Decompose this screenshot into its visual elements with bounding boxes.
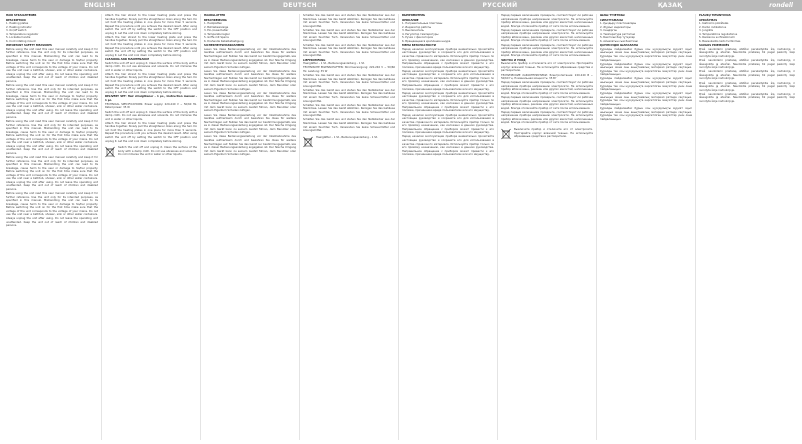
section-title: SICHERHEITSMASSNAHMEN [204, 44, 245, 48]
body-text: Before using the unit read this user manual carefully and keep it for further reference. Use the unit only for its intended purposes, as specified in this manual. Mishandling the unit can lead to its breakage, cause harm to the user or damage to his/her property. Before switching the unit on for the first time make sure that the voltage of the unit corresponds to the voltage of your mains. Do not use the unit near a bathtub, shower, sink or other water containers. Always unplug the unit after using. Do not leave the operating unit unattended. Keep the unit out of reach of children and disabled persons. [6, 83, 98, 119]
tab-english: ENGLISH [84, 2, 116, 9]
list-item: 6. Вращающееся крепление шнура [402, 39, 451, 43]
column-divider [299, 14, 300, 440]
column-7 [600, 14, 692, 440]
list-item: 3. On/off switch [6, 29, 27, 33]
body-text: Выключите прибор и отключите его от электросети. Протирайте корпус влажной тканью. Не используйте абразивные средства и растворители. [501, 62, 593, 73]
body-text: Перед первым включением проверьте, соответствует ли рабочее напряжение прибора напряжению электросети. Не используйте прибор вблизи ванн, раковин или других емкостей, наполненных водой. Всегда отключайте прибор от сети после использования. [501, 28, 593, 43]
column-divider [695, 14, 696, 440]
list-item: 3. Сөндіргіш [600, 29, 618, 33]
list-item: 5. Rankenos su fiksatoriumi [699, 36, 735, 40]
list-item: 5. Ручки с фиксатором [402, 36, 434, 40]
column-heading: HAARGLÄTTER [204, 14, 226, 17]
list-item: 6. Besisukantis laido tvirtinimas [699, 39, 741, 43]
list-item: 1. Heizplatten [204, 22, 223, 26]
technical-specs: ТЕХНИЧЕСКИЕ ХАРАКТЕРИСТИКИ: Электропитание: 220-240 В ~ 50/60 Гц. Номинальная мощность: 35 Вт [501, 73, 593, 81]
body-text: Перед первым включением проверьте, соответствует ли рабочее напряжение прибора напряжению электросети. Не используйте прибор вблизи ванн, раковин или других емкостей, наполненных водой. Всегда отключайте прибор от сети после использования. [501, 96, 593, 110]
body-text: Schalten Sie das Gerät aus und ziehen Sie den Netzstecker aus der Steckdose. Lassen Sie das Gerät abkühlen. Reinigen Sie das Gehäuse mit einem feuchten Tuch. Verwenden Sie keine Scheuermittel und Lösungsmittel. [303, 88, 395, 103]
column-3 [204, 14, 296, 440]
column-divider [200, 14, 201, 440]
body-text: Prieš naudodami prietaisą atidžiai perskaitykite šią instrukciją ir išsaugokite ją ateičiai. Naudokite prietaisą tik pagal paskirtį, kaip nurodyta šioje instrukcijoje. [699, 59, 795, 70]
crossed-bin-icon [303, 136, 313, 148]
section-title: APRAŠYMAS [699, 18, 718, 22]
tab-kazakh: ҚАЗАҚ [657, 2, 683, 9]
body-text: Құралды пайдаланбас бұрын осы нұсқаулықты мұқият оқып шығыңыз және оны анықтамалық материал ретінде сақтаңыз. Құралды тек осы нұсқаулықта көрсетілген мақсаттар үшін ғана пайдаланыңыз. [600, 107, 692, 121]
section-title: CLEANING AND MAINTENANCE [105, 58, 150, 62]
list-item: 1. Kaitinimo plokštelės [699, 22, 729, 26]
body-text: Перед началом эксплуатации прибора внимательно прочитайте настоящее руководство и сохраните его для использования в качестве справочного материала. Используйте прибор только по его прямому назначению, как изложено в данном руководстве. Неправильное обращение с прибором может привести к его поломке, причинению вреда пользователю или его имуществу. [402, 69, 494, 91]
section-title: ЧИСТКА И УХОД [501, 58, 526, 62]
body-text: Перед первым включением проверьте, соответствует ли рабочее напряжение прибора напряжению электросети. Не используйте прибор вблизи ванн, раковин или других емкостей, наполненных водой. Всегда отключайте прибор от сети после использования. [501, 81, 593, 95]
list-item: 3. Jungiklis [699, 29, 714, 33]
column-heading: ВЫПРЯМИТЕЛЬ [402, 14, 426, 17]
section-title: BESCHREIBUNG [204, 18, 227, 22]
list-item: 2. Жұмыс индикаторы [600, 25, 631, 29]
column-6 [501, 14, 593, 440]
column-heading: PLAUKŲ TIESINTUVAS [699, 14, 731, 17]
crossed-bin-icon [501, 128, 511, 140]
list-item: 4. Температура реттегіші [600, 32, 636, 36]
column-heading: HAIR STRAIGHTENER [6, 14, 37, 17]
list-item: 1. Нагревательные пластины [402, 22, 443, 26]
body-text: Schalten Sie das Gerät aus und ziehen Sie den Netzstecker aus der Steckdose. Lassen Sie das Gerät abkühlen. Reinigen Sie das Gehäuse mit einem feuchten Tuch. Verwenden Sie keine Scheuermittel und Lösungsmittel. [303, 118, 395, 133]
list-item: 3. Выключатель [402, 29, 424, 33]
list-item: 2. Heating indicator [6, 25, 32, 29]
technical-specs: TECHNICAL SPECIFICATIONS: Power supply: 220-240 V ~ 50/60 Hz. Rated power: 35 W [105, 102, 197, 110]
list-item: 5. Griffe mit Sperre [204, 36, 229, 40]
brand-logo: rondell [769, 2, 793, 9]
list-item: 1. Қыздыру пластиналары [600, 22, 637, 26]
column-8 [699, 14, 795, 440]
recycling-notice [105, 146, 197, 158]
body-text: Before using the unit read this user manual carefully and keep it for further reference. Use the unit only for its intended purposes, as specified in this manual. Mishandling the unit can lead to its breakage, cause harm to the user or damage to his/her property. Before switching the unit on for the first time make sure that the voltage of the unit corresponds to the voltage of your mains. Do not use the unit near a bathtub, shower, sink or other water containers. Always unplug the unit after using. Do not leave the operating unit unattended. Keep the unit out of reach of children and disabled persons. [6, 47, 98, 83]
body-text: Перед первым включением проверьте, соответствует ли рабочее напряжение прибора напряжению электросети. Не используйте прибор вблизи ванн, раковин или других емкостей, наполненных водой. Всегда отключайте прибор от сети после использования. [501, 110, 593, 125]
body-text: Before using the unit read this user manual carefully and keep it for further reference. Use the unit only for its intended purposes, as specified in this manual. Mishandling the unit can lead to its breakage, cause harm to the user or damage to his/her property. Before switching the unit on for the first time make sure that the voltage of the unit corresponds to the voltage of your mains. Do not use the unit near a bathtub, shower, sink or other water containers. Always unplug the unit after using. Do not leave the operating unit unattended. Keep the unit out of reach of children and disabled persons. [6, 120, 98, 155]
body-text: Schalten Sie das Gerät aus und ziehen Sie den Netzstecker aus der Steckdose. Lassen Sie das Gerät abkühlen. Reinigen Sie das Gehäuse mit einem feuchten Tuch. Verwenden Sie keine Scheuermittel und Lösungsmittel. [303, 43, 395, 58]
recycling-notice [303, 136, 395, 148]
tab-deutsch: DEUTSCH [283, 2, 317, 9]
body-text: Құралды пайдаланбас бұрын осы нұсқаулықты мұқият оқып шығыңыз және оны анықтамалық материал ретінде сақтаңыз. Құралды тек осы нұсқаулықта көрсетілген мақсаттар үшін ғана пайдаланыңыз. [600, 47, 692, 62]
body-text: Перед началом эксплуатации прибора внимательно прочитайте настоящее руководство и сохраните его для использования в качестве справочного материала. Используйте прибор только по его прямому назначению, как изложено в данном руководстве. Неправильное обращение с прибором может привести к его поломке, причинению вреда пользователю или его имуществу. [402, 135, 494, 157]
body-text: Құралды пайдаланбас бұрын осы нұсқаулықты мұқият оқып шығыңыз және оны анықтамалық материал ретінде сақтаңыз. Құралды тек осы нұсқаулықта көрсетілген мақсаттар үшін ғана пайдаланыңыз. [600, 62, 692, 77]
body-text: Prieš naudodami prietaisą atidžiai perskaitykite šią instrukciją ir išsaugokite ją ateičiai. Naudokite prietaisą tik pagal paskirtį, kaip nurodyta šioje instrukcijoje. [699, 47, 795, 59]
list-item: 4. Temperatūros reguliatorius [699, 32, 738, 36]
body-text: Haarglätter – 1 St., Bedienungsanleitung – 1 St. [316, 135, 378, 139]
list-item: 5. Lockable handle [6, 36, 31, 40]
body-text: Lesen Sie diese Bedienungsanleitung vor der Inbetriebnahme des Gerätes aufmerksam durch und bewahren Sie diese für weitere Nachschlagen auf. Nutzen Sie das Gerät nur bestimmungsgemäß, wie es in dieser Bedienungsanleitung angegeben ist. Der falsche Umgang mit dem Gerät kann zu seinem Ausfall führen, dem Benutzer oder seinem Eigentum Schaden zufügen. [204, 113, 296, 135]
body-text: Құралды пайдаланбас бұрын осы нұсқаулықты мұқият оқып шығыңыз және оны анықтамалық материал ретінде сақтаңыз. Құралды тек осы нұсқаулықта көрсетілген мақсаттар үшін ғана пайдаланыңыз. [600, 77, 692, 92]
list-item: 2. Betriebsanzeige [204, 25, 229, 29]
body-text: Перед началом эксплуатации прибора внимательно прочитайте настоящее руководство и сохраните его для использования в качестве справочного материала. Используйте прибор только по его прямому назначению, как изложено в данном руководстве. Неправильное обращение с прибором может привести к его поломке, причинению вреда пользователю или его имуществу. [402, 91, 494, 113]
column-1 [6, 14, 98, 440]
list-item: 2. Darbo indikatorius [699, 25, 727, 29]
body-text: Before using the unit read this user manual carefully and keep it for further reference. Use the unit only for its intended purposes, as specified in this manual. Mishandling the unit can lead to its breakage, cause harm to the user or damage to his/her property. Before switching the unit on for the first time make sure that the voltage of the unit corresponds to the voltage of your mains. Do not use the unit near a bathtub, shower, sink or other water containers. Always unplug the unit after using. Do not leave the operating unit unattended. Keep the unit out of reach of children and disabled persons. [6, 192, 98, 228]
delivery-set: DELIVERY SET: Hair straightener – 1 pc., Instruction manual – 1 pc. [105, 95, 197, 102]
section-title: DESCRIPTION [6, 18, 26, 22]
body-text: Lesen Sie diese Bedienungsanleitung vor der Inbetriebnahme des Gerätes aufmerksam durch und bewahren Sie diese für weitere Nachschlagen auf. Nutzen Sie das Gerät nur bestimmungsgemäß, wie es in dieser Bedienungsanleitung angegeben ist. Der falsche Umgang mit dem Gerät kann zu seinem Ausfall führen, dem Benutzer oder seinem Eigentum Schaden zufügen. [204, 47, 296, 69]
column-divider [497, 14, 498, 440]
column-divider [398, 14, 399, 440]
section-title: ОПИСАНИЕ [402, 18, 419, 22]
body-text: Перед началом эксплуатации прибора внимательно прочитайте настоящее руководство и сохраните его для использования в качестве справочного материала. Используйте прибор только по его прямому назначению, как изложено в данном руководстве. Неправильное обращение с прибором может привести к его поломке, причинению вреда пользователю или его имуществу. [402, 113, 494, 135]
body-text: Schalten Sie das Gerät aus und ziehen Sie den Netzstecker aus der Steckdose. Lassen Sie das Gerät abkühlen. Reinigen Sie das Gehäuse mit einem feuchten Tuch. Verwenden Sie keine Scheuermittel und Lösungsmittel. [303, 14, 395, 28]
list-item: 2. Индикатор работы [402, 25, 432, 29]
body-text: Schalten Sie das Gerät aus und ziehen Sie den Netzstecker aus der Steckdose. Lassen Sie das Gerät abkühlen. Reinigen Sie das Gehäuse mit einem feuchten Tuch. Verwenden Sie keine Scheuermittel und Lösungsmittel. [303, 28, 395, 43]
list-item: 6. Айналатын сым бекіткіші [600, 39, 639, 43]
section-title: IMPORTANT SAFETY MEASURES [6, 44, 52, 48]
column-divider [596, 14, 597, 440]
section-title: SAUGOS PRIEMONĖS [699, 44, 730, 48]
body-text: Құралды пайдаланбас бұрын осы нұсқаулықты мұқият оқып шығыңыз және оны анықтамалық материал ретінде сақтаңыз. Құралды тек осы нұсқаулықта көрсетілген мақсаттар үшін ғана пайдаланыңыз. [600, 92, 692, 106]
recycling-notice [501, 128, 593, 140]
column-2 [105, 14, 197, 440]
body-text: Перед первым включением проверьте, соответствует ли рабочее напряжение прибора напряжению электросети. Не используйте прибор вблизи ванн, раковин или других емкостей, наполненных водой. Всегда отключайте прибор от сети после использования. [501, 14, 593, 28]
body-text: Attach the hair strand to the lower heating plate and press the handles together. Slowly pull the straightener down along the hair. Do not hold the heating plates in one place for more than 5 seconds. Repeat the procedure until you achieve the desired result. After using switch the unit off by setting the switch to the OFF position and unplug it. Let the unit cool down completely before storing. [105, 14, 197, 35]
body-text: Prieš naudodami prietaisą atidžiai perskaitykite šią instrukciją ir išsaugokite ją ateičiai. Naudokite prietaisą tik pagal paskirtį, kaip nurodyta šioje instrukcijoje. [699, 92, 795, 103]
column-4 [303, 14, 395, 440]
body-text: Switch the unit off and unplug it. Clean the surface of the body with a damp cloth. Do not use abrasives and solvents. Do not immerse the unit in water or other liquids. [105, 110, 197, 121]
section-title: LIEFERUMFANG [303, 58, 326, 62]
body-text: Haarglätter – 1 St., Bedienungsanleitung – 1 St. [303, 62, 365, 66]
body-text: Switch the unit off and unplug it. Clean the surface of the body with a damp cloth. Do not use abrasives and solvents. Do not immerse the unit in water or other liquids. [105, 61, 197, 72]
list-item: 6. Cord rotating mount [6, 39, 36, 43]
list-item: 3. Ein-/Ausschalter [204, 29, 229, 33]
body-text: Before using the unit read this user manual carefully and keep it for further reference. Use the unit only for its intended purposes, as specified in this manual. Mishandling the unit can lead to its breakage, cause harm to the user or damage to his/her property. Before switching the unit on for the first time make sure that the voltage of the unit corresponds to the voltage of your mains. Do not use the unit near a bathtub, shower, sink or other water containers. Always unplug the unit after using. Do not leave the operating unit unattended. Keep the unit out of reach of children and disabled persons. [6, 156, 98, 192]
body-text: Schalten Sie das Gerät aus und ziehen Sie den Netzstecker aus der Steckdose. Lassen Sie das Gerät abkühlen. Reinigen Sie das Gehäuse mit einem feuchten Tuch. Verwenden Sie keine Scheuermittel und Lösungsmittel. [303, 74, 395, 88]
column-5 [402, 14, 494, 440]
column-divider [101, 14, 102, 440]
section-title: ҚАУІПСІЗДІК ШАРАЛАРЫ [600, 44, 639, 48]
body-text: Lesen Sie diese Bedienungsanleitung vor der Inbetriebnahme des Gerätes aufmerksam durch und bewahren Sie diese für weitere Nachschlagen auf. Nutzen Sie das Gerät nur bestimmungsgemäß, wie es in dieser Bedienungsanleitung angegeben ist. Der falsche Umgang mit dem Gerät kann zu seinem Ausfall führen, dem Benutzer oder seinem Eigentum Schaden zufügen. [204, 69, 296, 91]
body-text: Attach the hair strand to the lower heating plate and press the handles together. Slowly pull the straightener down along the hair. Do not hold the heating plates in one place for more than 5 seconds. Repeat the procedure until you achieve the desired result. After using switch the unit off by setting the switch to the OFF position and unplug it. Let the unit cool down completely before storing. [105, 35, 197, 57]
column-heading: ШАШ ТҮЗЕТКІШ [600, 14, 625, 17]
body-text: Attach the hair strand to the lower heating plate and press the handles together. Slowly pull the straightener down along the hair. Do not hold the heating plates in one place for more than 5 seconds. Repeat the procedure until you achieve the desired result. After using switch the unit off by setting the switch to the OFF position and unplug it. Let the unit cool down completely before storing. [105, 72, 197, 94]
body-text: Prieš naudodami prietaisą atidžiai perskaitykite šią instrukciją ir išsaugokite ją ateičiai. Naudokite prietaisą tik pagal paskirtį, kaip nurodyta šioje instrukcijoje. [699, 70, 795, 81]
body-text: Switch the unit off and unplug it. Clean the surface of the body with a damp cloth. Do not use abrasives and solvents. Do not immerse the unit in water or other liquids. [118, 146, 197, 157]
body-text: Перед первым включением проверьте, соответствует ли рабочее напряжение прибора напряжению электросети. Не используйте прибор вблизи ванн, раковин или других емкостей, наполненных водой. Всегда отключайте прибор от сети после использования. [501, 43, 593, 58]
body-text: Перед началом эксплуатации прибора внимательно прочитайте настоящее руководство и сохраните его для использования в качестве справочного материала. Используйте прибор только по его прямому назначению, как изложено в данном руководстве. Неправильное обращение с прибором может привести к его поломке, причинению вреда пользователю или его имуществу. [402, 47, 494, 69]
technical-specs: TECHNISCHE EIGENSCHAFTEN: Stromversorgung: 220-240 V ~ 50/60 Hz. Leistung: 35 W [303, 66, 395, 73]
section-title: МЕРЫ БЕЗОПАСНОСТИ [402, 44, 436, 48]
list-item: 5. Бекіткіші бар тұтқалар [600, 36, 635, 40]
section-title: СИПАТТАМАСЫ [600, 18, 623, 22]
body-text: Attach the hair strand to the lower heating plate and press the handles together. Slowly pull the straightener down along the hair. Do not hold the heating plates in one place for more than 5 seconds. Repeat the procedure until you achieve the desired result. After using switch the unit off by setting the switch to the OFF position and unplug it. Let the unit cool down completely before storing. [105, 121, 197, 143]
list-item: 4. Регулятор температуры [402, 32, 439, 36]
body-text: Schalten Sie das Gerät aus und ziehen Sie den Netzstecker aus der Steckdose. Lassen Sie das Gerät abkühlen. Reinigen Sie das Gehäuse mit einem feuchten Tuch. Verwenden Sie keine Scheuermittel und Lösungsmittel. [303, 103, 395, 118]
body-text: Lesen Sie diese Bedienungsanleitung vor der Inbetriebnahme des Gerätes aufmerksam durch und bewahren Sie diese für weitere Nachschlagen auf. Nutzen Sie das Gerät nur bestimmungsgemäß, wie es in dieser Bedienungsanleitung angegeben ist. Der falsche Umgang mit dem Gerät kann zu seinem Ausfall führen, dem Benutzer oder seinem Eigentum Schaden zufügen. [204, 91, 296, 113]
body-text: Выключите прибор и отключите его от электросети. Протирайте корпус влажной тканью. Не используйте абразивные средства и растворители. [514, 127, 593, 139]
list-item: 4. Temperaturregler [204, 32, 230, 36]
crossed-bin-icon [105, 146, 115, 158]
list-item: 6. Drehende Kabelbefestigung [204, 39, 244, 43]
list-item: 4. Temperature regulator [6, 32, 39, 36]
list-item: 1. Heating plates [6, 22, 29, 26]
tab-russian: РУССКИЙ [482, 2, 518, 9]
body-text: Prieš naudodami prietaisą atidžiai perskaitykite šią instrukciją ir išsaugokite ją ateičiai. Naudokite prietaisą tik pagal paskirtį, kaip nurodyta šioje instrukcijoje. [699, 81, 795, 92]
body-text: Lesen Sie diese Bedienungsanleitung vor der Inbetriebnahme des Gerätes aufmerksam durch und bewahren Sie diese für weitere Nachschlagen auf. Nutzen Sie das Gerät nur bestimmungsgemäß, wie es in dieser Bedienungsanleitung angegeben ist. Der falsche Umgang mit dem Gerät kann zu seinem Ausfall führen, dem Benutzer oder seinem Eigentum Schaden zufügen. [204, 135, 296, 157]
